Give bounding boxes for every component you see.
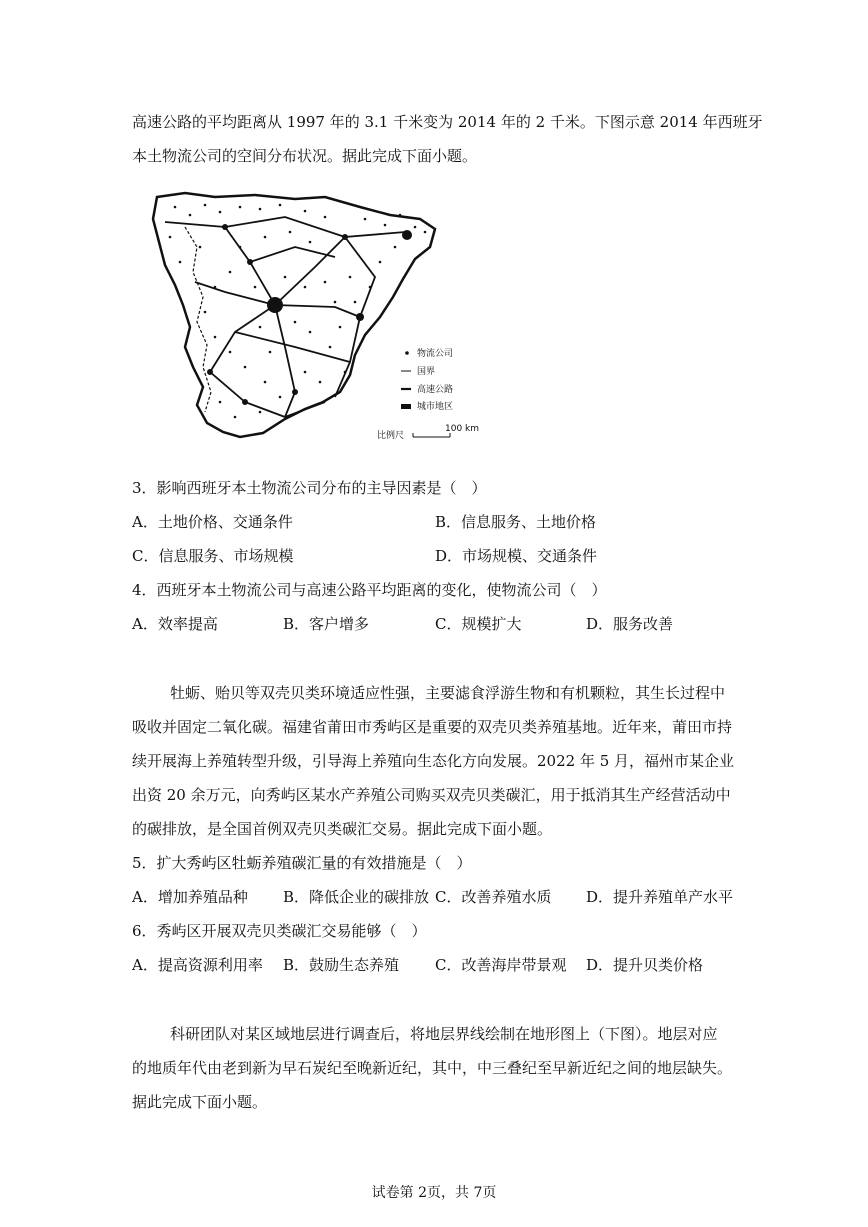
q3-option-d[interactable]: D．市场规模、交通条件 — [435, 547, 598, 565]
legend-border: 国界 — [417, 367, 436, 377]
intro-line-2: 本土物流公司的空间分布状况。据此完成下面小题。 — [132, 147, 478, 165]
legend-urban-symbol — [401, 404, 411, 409]
passage3-line-2: 的地质年代由老到新为早石炭纪至晚新近纪，其中，中三叠纪至早新近纪之间的地层缺失。 — [132, 1059, 733, 1077]
q5-option-a[interactable]: A．增加养殖品种 — [132, 888, 248, 906]
legend-urban: 城市地区 — [417, 402, 454, 412]
passage2-line-4: 出资 20 余万元，向秀屿区某水产养殖公司购买双壳贝类碳汇，用于抵消其生产经营活动中 — [132, 786, 731, 804]
page-footer: 试卷第 2页，共 7页 — [371, 1185, 497, 1201]
q5-stem: 5．扩大秀屿区牡蛎养殖碳汇量的有效措施是（ ） — [132, 854, 472, 872]
q6-option-c[interactable]: C．改善海岸带景观 — [435, 956, 567, 974]
q6-option-b[interactable]: B．鼓励生态养殖 — [283, 956, 400, 974]
passage2-line-5: 的碳排放，是全国首例双壳贝类碳汇交易。据此完成下面小题。 — [132, 820, 553, 838]
scale-value: 100 km — [445, 424, 480, 434]
q3-option-b[interactable]: B．信息服务、土地价格 — [435, 513, 597, 531]
scale-label: 比例尺 — [377, 431, 405, 441]
q3-stem: 3．影响西班牙本土物流公司分布的主导因素是（ ） — [132, 479, 487, 497]
map-legend — [377, 347, 479, 441]
q5-option-b[interactable]: B．降低企业的碳排放 — [283, 888, 430, 906]
legend-highway: 高速公路 — [417, 385, 454, 395]
logistics-dots — [169, 204, 427, 419]
legend-dot-symbol — [405, 351, 409, 355]
q6-option-d[interactable]: D．提升贝类价格 — [586, 956, 704, 974]
q5-option-c[interactable]: C．改善养殖水质 — [435, 888, 552, 906]
q4-stem: 4．西班牙本土物流公司与高速公路平均距离的变化，使物流公司（ ） — [132, 581, 607, 599]
legend-company: 物流公司 — [417, 349, 454, 359]
q4-option-a[interactable]: A．效率提高 — [132, 615, 218, 633]
q4-option-c[interactable]: C．规模扩大 — [435, 615, 522, 633]
q3-option-a[interactable]: A．土地价格、交通条件 — [132, 513, 293, 531]
q3-option-c[interactable]: C．信息服务、市场规模 — [132, 547, 294, 565]
passage2-line-1: 牡蛎、贻贝等双壳贝类环境适应性强，主要滤食浮游生物和有机颗粒，其生长过程中 — [170, 684, 726, 702]
q4-option-d[interactable]: D．服务改善 — [586, 615, 674, 633]
passage2-line-2: 吸收并固定二氧化碳。福建省莆田市秀屿区是重要的双壳贝类养殖基地。近年来，莆田市持 — [132, 718, 733, 736]
intro-line-1: 高速公路的平均距离从 1997 年的 3.1 千米变为 2014 年的 2 千米。下图示意 2014 年西班牙 — [132, 113, 763, 131]
spain-logistics-map — [145, 187, 490, 462]
passage3-line-3: 据此完成下面小题。 — [132, 1093, 268, 1111]
q6-stem: 6．秀屿区开展双壳贝类碳汇交易能够（ ） — [132, 922, 427, 940]
q5-option-d[interactable]: D．提升养殖单产水平 — [586, 888, 734, 906]
passage2-line-3: 续开展海上养殖转型升级，引导海上养殖向生态化方向发展。2022 年 5 月，福州市某企业 — [132, 752, 735, 770]
passage3-line-1: 科研团队对某区域地层进行调查后，将地层界线绘制在地形图上（下图）。地层对应 — [170, 1025, 718, 1043]
q4-option-b[interactable]: B．客户增多 — [283, 615, 370, 633]
spain-outline — [153, 193, 435, 437]
map-svg — [145, 187, 490, 462]
q6-option-a[interactable]: A．提高资源利用率 — [132, 956, 263, 974]
